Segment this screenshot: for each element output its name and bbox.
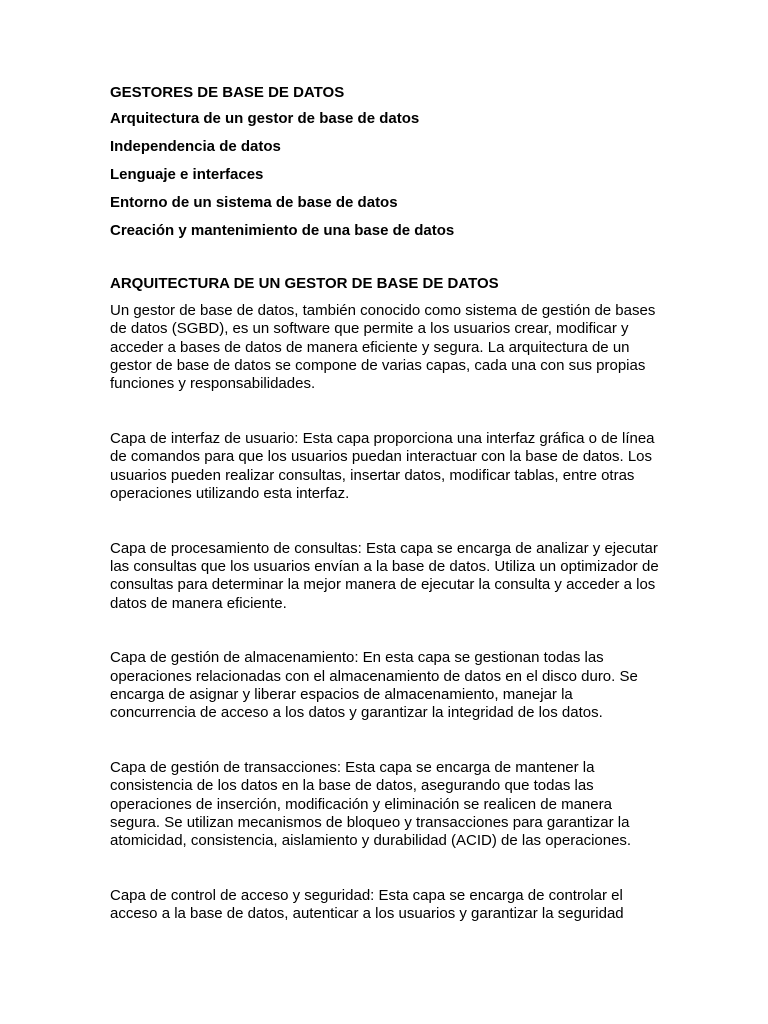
toc-item: Creación y mantenimiento de una base de datos: [110, 222, 455, 240]
paragraph-intro: Un gestor de base de datos, también conocido como sistema de gestión de bases de datos (SGBD), es un software que permite a los usuarios crear, modificar y acceder a bases de datos de manera eficiente y segura. La arquitectura de un gestor de base de datos se compone de varias capas, cada una con sus propias funciones y responsabilidades.: [110, 301, 656, 393]
paragraph-transaction-management-layer: Capa de gestión de transacciones: Esta capa se encarga de mantener la consistencia de los datos en la base de datos, asegurando que todas las operaciones de inserción, modificación y eliminación se realicen de manera segura. Se utilizan mecanismos de bloqueo y transacciones para garantizar la atomicidad, consistencia, aislamiento y durabilidad (ACID) de las operaciones.: [110, 758, 632, 850]
toc-item: Entorno de un sistema de base de datos: [110, 194, 398, 212]
toc-item: Independencia de datos: [110, 138, 281, 156]
table-of-contents: [110, 110, 660, 240]
paragraph-access-control-layer: Capa de control de acceso y seguridad: Esta capa se encarga de controlar el acceso a la base de datos, autenticar a los usuarios y garantizar la seguridad: [110, 886, 624, 923]
document-title: GESTORES DE BASE DE DATOS: [110, 84, 345, 101]
paragraph-user-interface-layer: Capa de interfaz de usuario: Esta capa proporciona una interfaz gráfica o de línea de comandos para que los usuarios puedan interactuar con la base de datos. Los usuarios pueden realizar consultas, insertar datos, modificar tablas, entre otras operaciones utilizando esta interfaz.: [110, 429, 655, 503]
paragraph-storage-management-layer: Capa de gestión de almacenamiento: En esta capa se gestionan todas las operaciones relacionadas con el almacenamiento de datos en el disco duro. Se encarga de asignar y liberar espacios de almacenamiento, manejar la concurrencia de acceso a los datos y garantizar la integridad de los datos.: [110, 649, 638, 722]
paragraph-query-processing-layer: Capa de procesamiento de consultas: Esta capa se encarga de analizar y ejecutar las consultas que los usuarios envían a la base de datos. Utiliza un optimizador de consultas para determinar la mejor manera de ejecutar la consulta y acceder a los datos de manera eficiente.: [110, 539, 659, 612]
toc-item: Lenguaje e interfaces: [110, 166, 264, 184]
section-heading: ARQUITECTURA DE UN GESTOR DE BASE DE DATOS: [110, 275, 499, 293]
toc-item: Arquitectura de un gestor de base de datos: [110, 110, 420, 128]
document-page: [110, 84, 660, 960]
